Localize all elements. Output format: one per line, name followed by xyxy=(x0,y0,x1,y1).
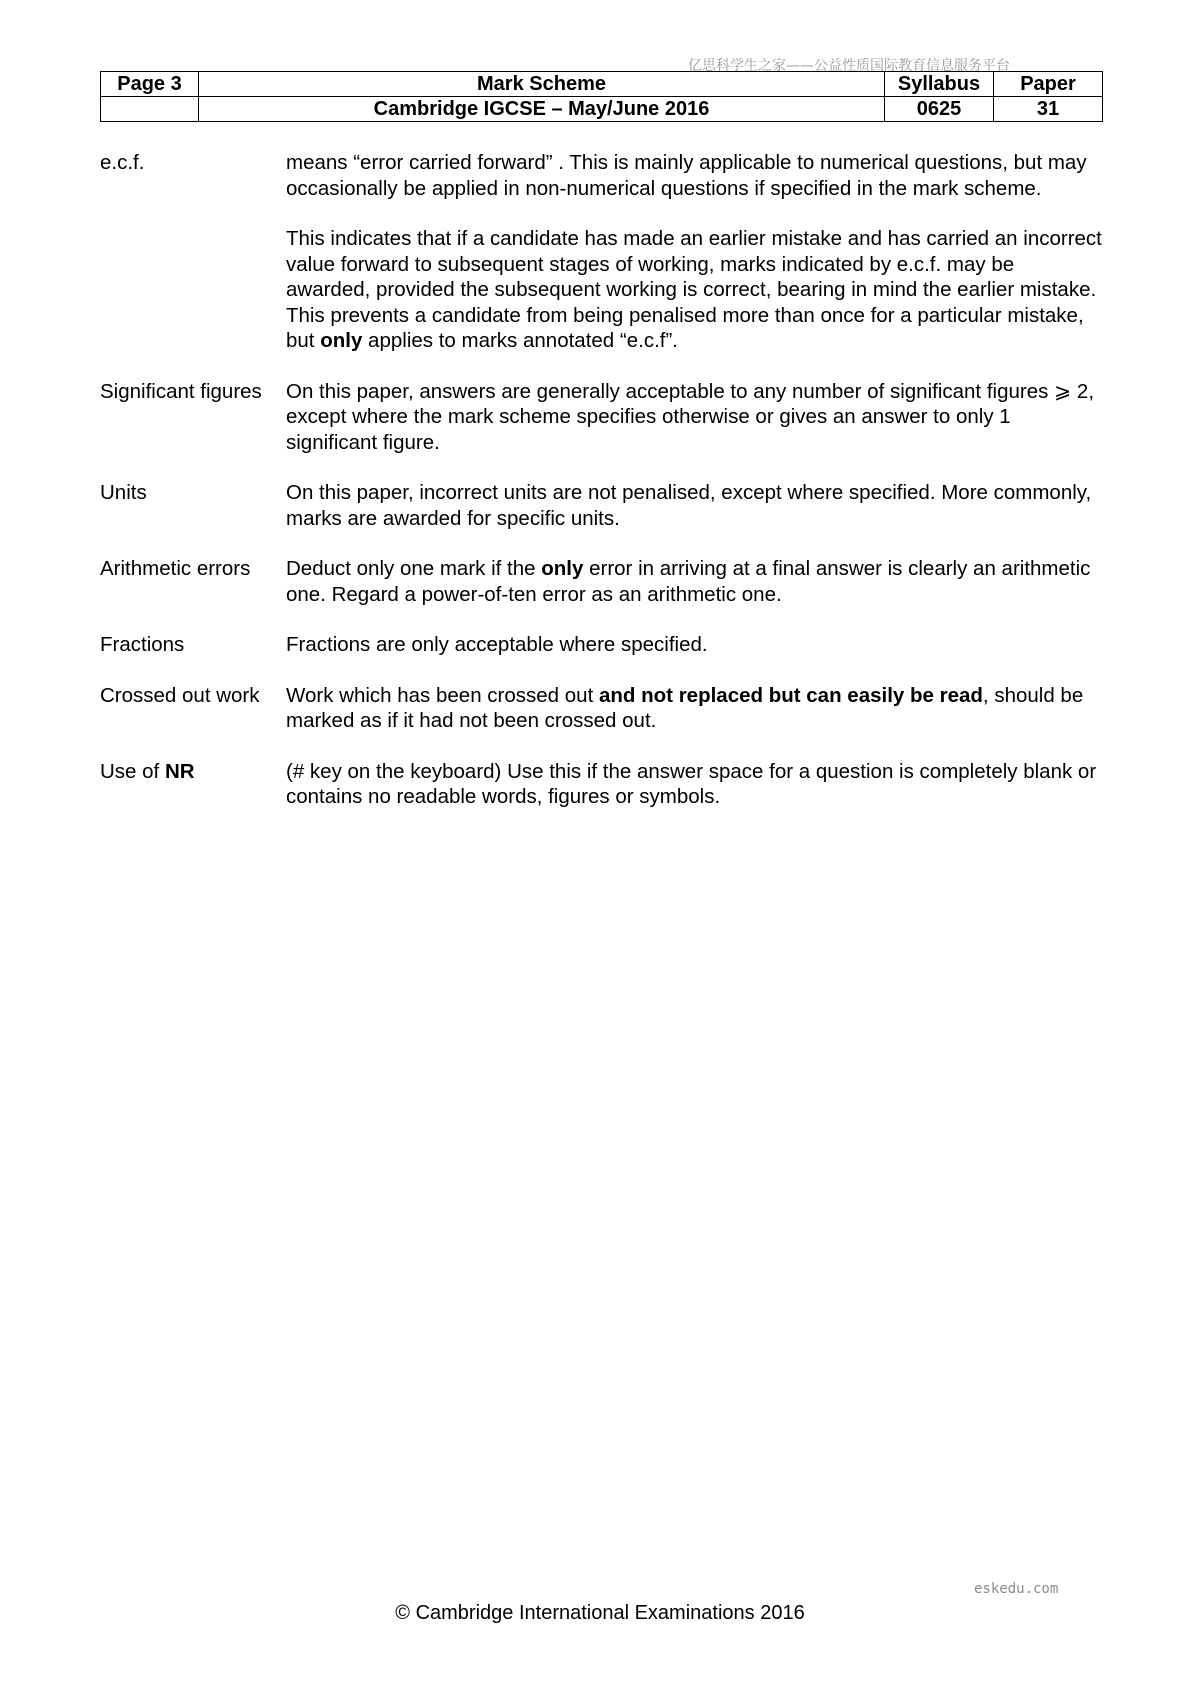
syllabus-label: Syllabus xyxy=(885,72,994,97)
term-significant-figures: Significant figures xyxy=(100,379,262,403)
entry-crossed-out-work xyxy=(100,683,1102,734)
entry-significant-figures xyxy=(100,379,1102,456)
term-units: Units xyxy=(100,481,147,504)
desc-crossed-out-work: Work which has been crossed out and not replaced but can easily be read, should be marked as if it had not been crossed out. xyxy=(286,683,1084,732)
page-number: Page 3 xyxy=(101,72,199,97)
empty-cell xyxy=(101,97,199,122)
term-fractions: Fractions xyxy=(100,633,185,656)
desc-use-of-nr: (# key on the keyboard) Use this if the answer space for a question is completely blank or contains no readable words, figures or symbols. xyxy=(286,759,1097,808)
entry-arithmetic-errors xyxy=(100,556,1102,607)
ecf-paragraph-2: This indicates that if a candidate has made an earlier mistake and has carried an incorrect value forward to subsequent stages of working, marks indicated by e.c.f. may be awarded, provided the subsequent working is correct, bearing in mind the earlier mistake. This prevents a candidate from being penalised more than once for a particular mistake, but only applies to marks annotated “e.c.f”. xyxy=(286,227,1102,352)
entry-units xyxy=(100,480,1102,531)
desc-units: On this paper, incorrect units are not penalised, except where specified. More commonly, marks are awarded for specific units. xyxy=(286,481,1092,530)
document-title: Mark Scheme xyxy=(199,72,885,97)
header-row-2 xyxy=(101,97,1103,122)
watermark-top: 亿思科学生之家——公益性质国际教育信息服务平台 xyxy=(688,58,1010,74)
watermark-bottom: eskedu.com xyxy=(974,1581,1059,1597)
paper-value: 31 xyxy=(994,97,1103,122)
term-ecf: e.c.f. xyxy=(100,151,145,174)
desc-fractions: Fractions are only acceptable where specified. xyxy=(286,633,708,656)
mark-scheme-notes xyxy=(100,150,1102,835)
entry-ecf xyxy=(100,150,1102,354)
entry-use-of-nr xyxy=(100,759,1102,810)
term-arithmetic-errors: Arithmetic errors xyxy=(100,557,251,580)
desc-arithmetic-errors: Deduct only one mark if the only error in arriving at a final answer is clearly an arithmetic one. Regard a power-of-ten error as an arithmetic one. xyxy=(286,557,1091,606)
document-subtitle: Cambridge IGCSE – May/June 2016 xyxy=(199,97,885,122)
entry-fractions xyxy=(100,632,1102,658)
desc-significant-figures: On this paper, answers are generally acceptable to any number of significant figures ⩾ 2, except where the mark scheme specifies otherwise or gives an answer to only 1 significant figure. xyxy=(286,379,1095,454)
term-crossed-out-work: Crossed out work xyxy=(100,683,260,707)
header-table xyxy=(100,71,1103,122)
desc-ecf xyxy=(286,150,1102,354)
paper-label: Paper xyxy=(994,72,1103,97)
ecf-paragraph-1: means “error carried forward” . This is mainly applicable to numerical questions, but may occasionally be applied in non-numerical questions if specified in the mark scheme. xyxy=(286,151,1087,200)
syllabus-value: 0625 xyxy=(885,97,994,122)
header-row-1 xyxy=(101,72,1103,97)
term-use-of-nr: Use of NR xyxy=(100,759,195,783)
footer-copyright: © Cambridge International Examinations 2016 xyxy=(395,1602,805,1624)
